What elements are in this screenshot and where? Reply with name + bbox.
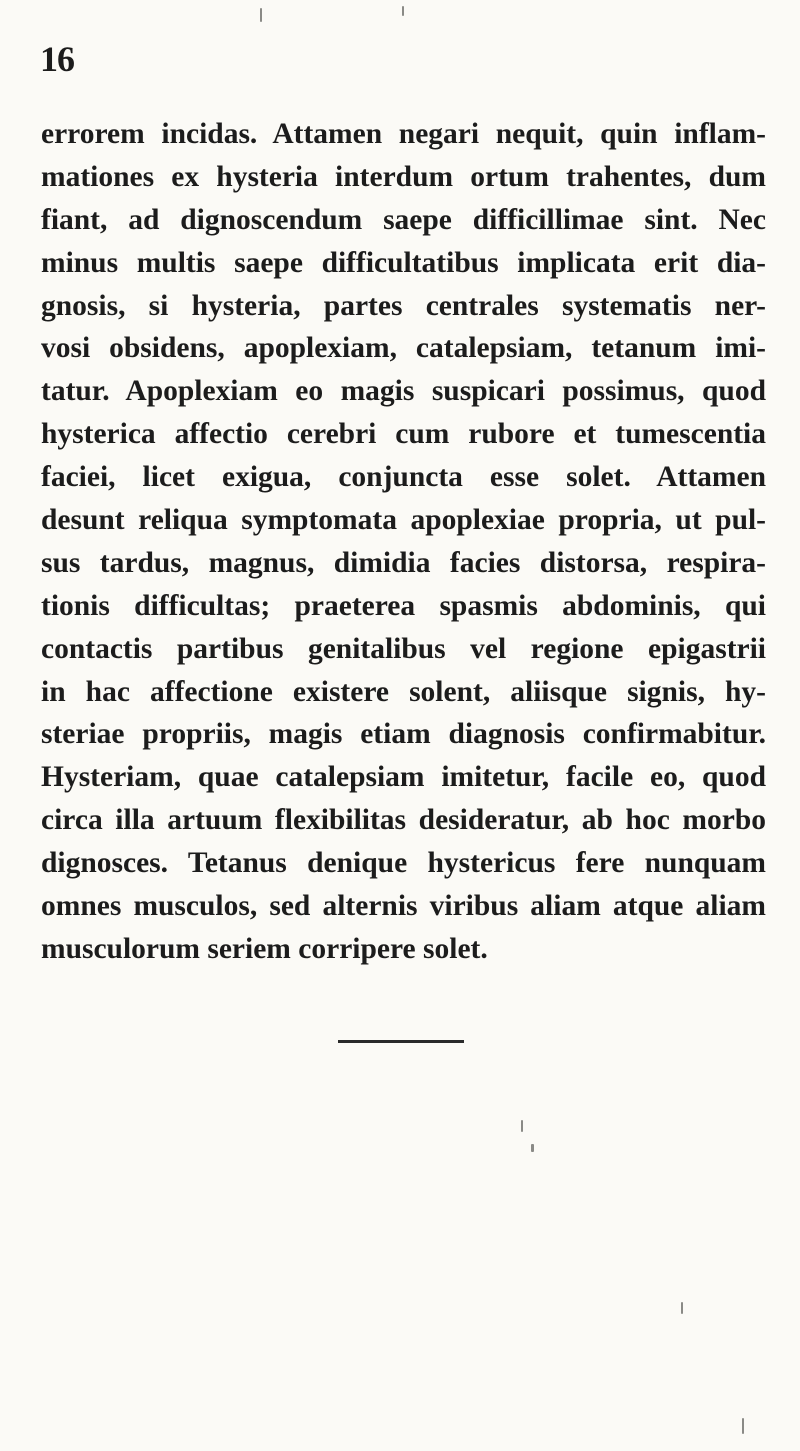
text-line-11: sus tardus, magnus, dimidia facies distorsa, respira- [41, 546, 766, 579]
text-line-4: minus multis saepe difficultatibus implicata erit dia- [41, 246, 766, 279]
text-line-18: dignosces. Tetanus denique hystericus fere nunquam [41, 847, 766, 880]
paper-speck [531, 1144, 534, 1152]
text-line-12: tionis difficultas; praeterea spasmis abdominis, qui [41, 589, 766, 622]
text-line-15: steriae propriis, magis etiam diagnosis confirmabitur. [41, 718, 766, 751]
paper-speck [260, 8, 262, 22]
text-line-16: Hysteriam, quae catalepsiam imitetur, facile eo, quod [41, 761, 766, 794]
text-line-10: desunt reliqua symptomata apoplexiae propria, ut pul- [41, 504, 766, 537]
text-line-19: omnes musculos, sed alternis viribus aliam atque aliam [41, 890, 766, 923]
text-line-20: musculorum seriem corripere solet. [41, 932, 488, 965]
text-line-3: fiant, ad dignoscendum saepe difficillimae sint. Nec [41, 203, 766, 236]
text-line-14: in hac affectione existere solent, aliisque signis, hy- [41, 675, 766, 708]
paper-speck [742, 1418, 744, 1434]
text-line-13: contactis partibus genitalibus vel regione epigastrii [41, 632, 766, 665]
paper-speck [402, 6, 404, 16]
page-number: 16 [40, 39, 74, 79]
text-line-2: mationes ex hysteria interdum ortum trahentes, dum [41, 160, 766, 193]
paper-speck [681, 1302, 683, 1314]
text-line-6: vosi obsidens, apoplexiam, catalepsiam, tetanum imi- [41, 332, 766, 365]
body-text [41, 113, 766, 971]
text-line-1: errorem incidas. Attamen negari nequit, quin inflam- [41, 118, 766, 150]
text-line-17: circa illa artuum flexibilitas desideratur, ab hoc morbo [41, 804, 766, 837]
text-line-5: gnosis, si hysteria, partes centrales systematis ner- [41, 289, 766, 322]
text-line-9: faciei, licet exigua, conjuncta esse solet. Attamen [41, 461, 766, 494]
text-line-8: hysterica affectio cerebri cum rubore et tumescentia [41, 418, 766, 451]
end-rule [338, 1040, 464, 1043]
text-line-7: tatur. Apoplexiam eo magis suspicari possimus, quod [41, 375, 766, 408]
paper-speck [521, 1120, 523, 1132]
